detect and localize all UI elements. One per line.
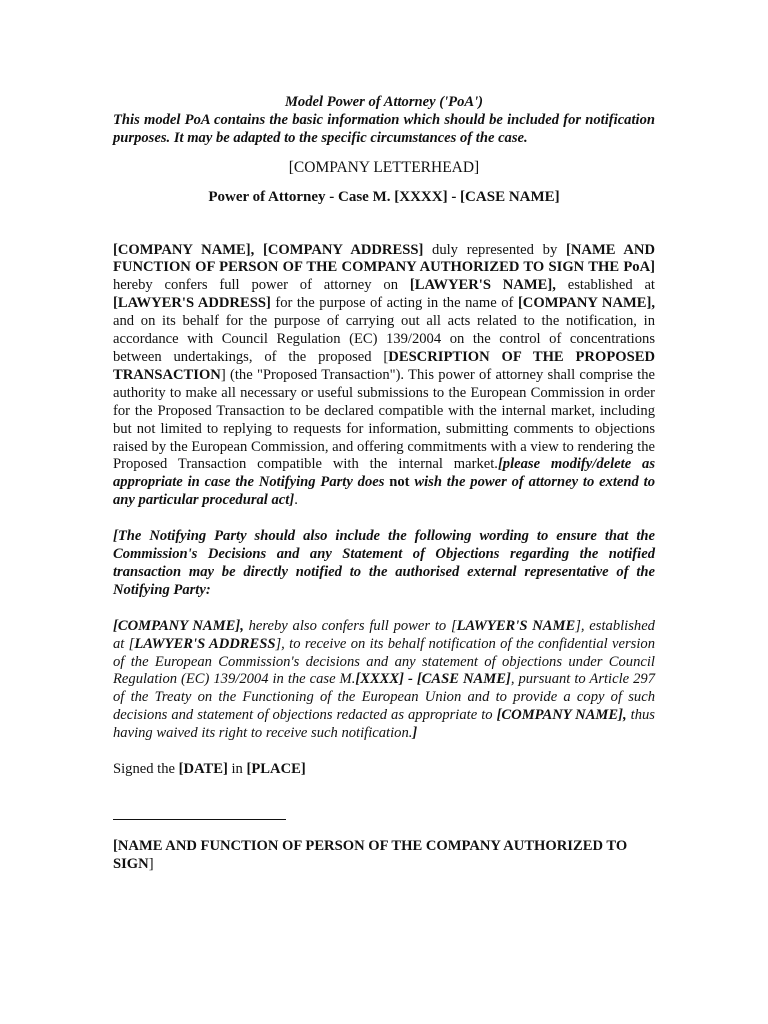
- text-segment: ] (the "Proposed Transaction"). This power of attorney shall comprise the authority to make all necessary or useful submissions to the European Commission in order for the Proposed Transaction to be declared compatible with the internal market, including but not limited to replying to requests for information, submitting comments to objections raised by the European Commission, and offering commitments with a view to rendering the Proposed Transaction compatible with the internal market.: [113, 366, 655, 473]
- text-segment: for the purpose of acting in the name of: [270, 295, 518, 312]
- signatory-label: [NAME AND FUNCTION OF PERSON OF THE COMPANY AUTHORIZED TO SIGN: [113, 838, 628, 872]
- text-segment: duly represented by: [423, 241, 566, 258]
- model-title: Model Power of Attorney ('PoA'): [284, 94, 484, 110]
- text-segment: hereby confers full power of attorney on: [113, 277, 410, 294]
- text-segment: .: [294, 492, 298, 509]
- text-segment: and on its behalf for the purpose of carrying out all acts related to the notification, in accordance with Council Regulation (EC) 139/2004 on the control of concentrations between undertakings, of the proposed [: [113, 313, 655, 365]
- text-segment: hereby also confers full power to [: [243, 617, 457, 634]
- closing-bracket: ]: [412, 725, 418, 742]
- company-name: [COMPANY NAME],: [517, 295, 655, 312]
- closing-bracket: ]: [148, 855, 154, 872]
- not-emphasis: not: [389, 474, 410, 491]
- company-name: [COMPANY NAME],: [496, 707, 627, 724]
- place-field: [PLACE]: [246, 761, 306, 778]
- text-segment: Signed the: [113, 761, 179, 778]
- lawyer-name: [LAWYER'S NAME],: [409, 277, 556, 294]
- text-segment: in: [227, 761, 247, 778]
- date-field: [DATE]: [178, 761, 228, 778]
- intro-note: This model PoA contains the basic information which should be included for notification purposes. It may be adapted to the specific circumstances of the case.: [113, 111, 655, 146]
- document-page: [113, 94, 655, 874]
- text-segment: established at: [555, 277, 655, 294]
- signatory-name: [113, 838, 655, 874]
- text-segment: thus having waived its right to receive such notification.: [113, 707, 655, 742]
- transaction-description: DESCRIPTION OF THE PROPOSED TRANSACTION: [113, 348, 655, 383]
- notification-paragraph: [113, 618, 655, 743]
- signature-line: [113, 819, 286, 820]
- text-segment: ], established at [: [113, 617, 655, 652]
- lawyer-address: [LAWYER'S ADDRESS]: [113, 295, 271, 312]
- text-segment: , pursuant to Article 297 of the Treaty on the Functioning of the European Union and to provide a copy of such decisions and statement of objections redacted as appropriate to: [113, 671, 655, 724]
- text-segment: ], to receive on its behalf notification of the confidential version of the European Commission's decisions and any statement of objections under Council Regulation (EC) 139/2004 in the case M.: [113, 635, 655, 688]
- company-name-address: [COMPANY NAME], [COMPANY ADDRESS]: [113, 241, 424, 258]
- notifying-party-note: [The Notifying Party should also include the following wording to ensure that the Commission's Decisions and any Statement of Objections regarding the notified transaction may be directly notified to the authorised external representative of the Notifying Party:: [113, 528, 655, 598]
- case-reference: [XXXX] - [CASE NAME]: [355, 671, 511, 688]
- lawyer-name: LAWYER'S NAME: [456, 617, 576, 634]
- modify-note: [please modify/delete as appropriate in case the Notifying Party does: [113, 456, 656, 491]
- modify-note-end: wish the power of attorney to extend to any particular procedural act]: [113, 474, 655, 509]
- authorized-person: [NAME AND FUNCTION OF PERSON OF THE COMPANY AUTHORIZED TO SIGN THE PoA]: [113, 241, 655, 276]
- main-paragraph: [113, 242, 655, 511]
- company-letterhead: [COMPANY LETTERHEAD]: [288, 158, 480, 176]
- poa-title: Power of Attorney - Case M. [XXXX] - [CASE NAME]: [208, 188, 560, 205]
- company-name: [COMPANY NAME],: [113, 617, 244, 634]
- lawyer-address: LAWYER'S ADDRESS: [134, 635, 276, 652]
- signed-line: [113, 761, 655, 779]
